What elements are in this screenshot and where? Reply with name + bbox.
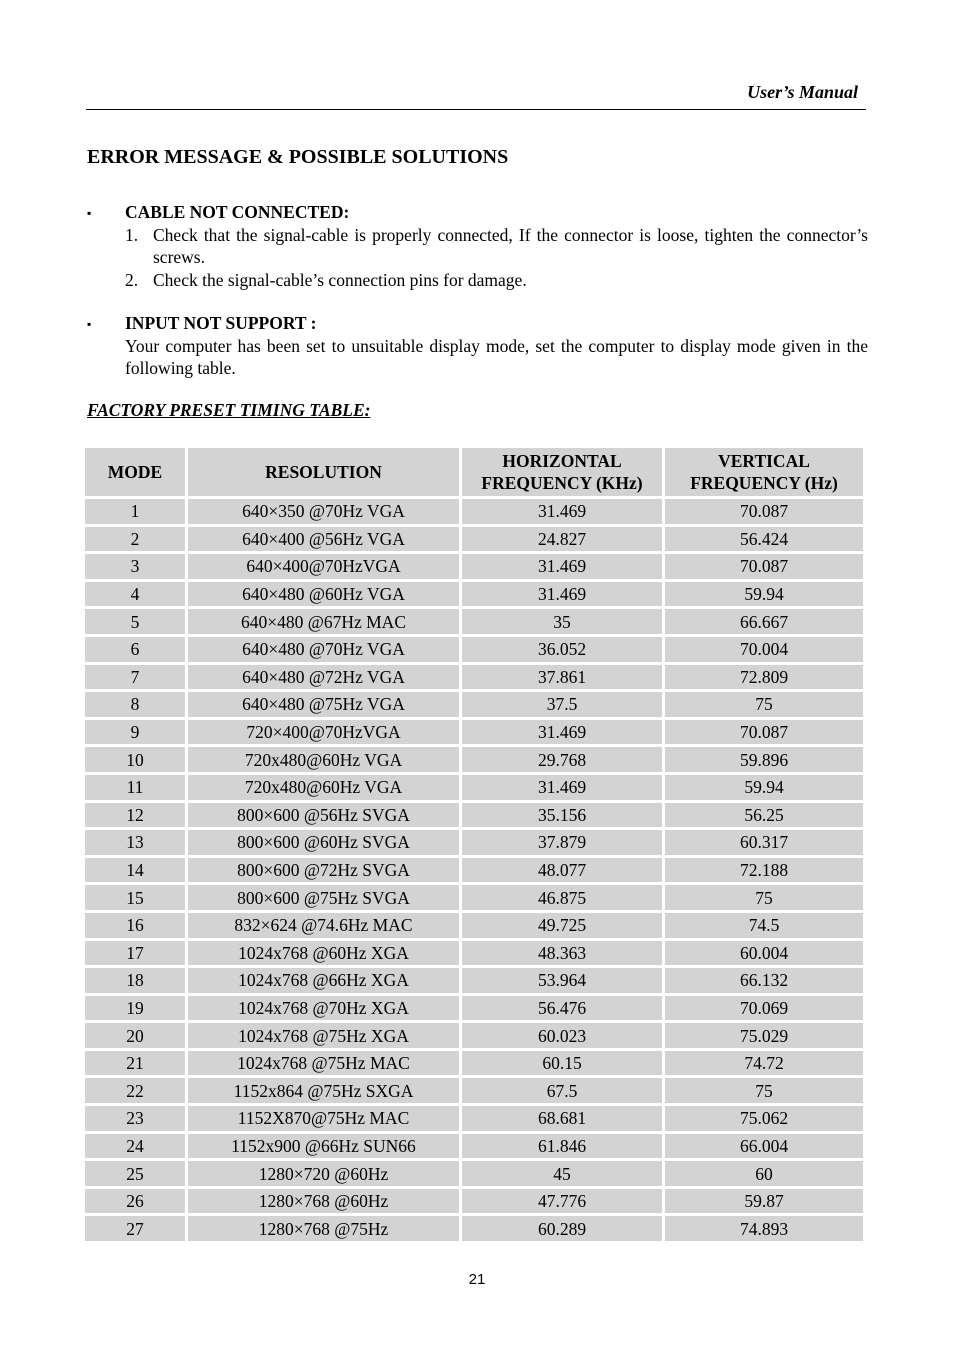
- resolution-cell: 640×480 @60Hz VGA: [188, 582, 459, 607]
- table-row: [85, 527, 863, 552]
- table-row: [85, 609, 863, 634]
- table-row: [85, 1134, 863, 1159]
- vertical-frequency-cell: 66.132: [665, 968, 863, 993]
- mode-cell: 25: [85, 1161, 185, 1186]
- table-row: [85, 1216, 863, 1241]
- resolution-cell: 1280×768 @60Hz: [188, 1189, 459, 1214]
- resolution-cell: 1024x768 @60Hz XGA: [188, 941, 459, 966]
- horizontal-frequency-cell: 35.156: [462, 803, 662, 828]
- resolution-cell: 832×624 @74.6Hz MAC: [188, 913, 459, 938]
- bullet-icon: ▪: [87, 206, 92, 220]
- resolution-cell: 1152x864 @75Hz SXGA: [188, 1078, 459, 1103]
- horizontal-frequency-cell: 68.681: [462, 1106, 662, 1131]
- horizontal-frequency-cell: 31.469: [462, 720, 662, 745]
- page-number: 21: [468, 1271, 486, 1288]
- table-row: [85, 1051, 863, 1076]
- manual-label: User’s Manual: [747, 82, 858, 102]
- bullet-icon: ▪: [87, 317, 92, 331]
- resolution-cell: 720×400@70HzVGA: [188, 720, 459, 745]
- vertical-frequency-cell: 74.893: [665, 1216, 863, 1241]
- mode-cell: 13: [85, 830, 185, 855]
- table-row: [85, 775, 863, 800]
- input-description: Your computer has been set to unsuitable display mode, set the computer to display mode given in the following table.: [125, 336, 868, 378]
- table-row: [85, 499, 863, 524]
- page-title: ERROR MESSAGE & POSSIBLE SOLUTIONS: [87, 146, 509, 168]
- resolution-cell: 800×600 @60Hz SVGA: [188, 830, 459, 855]
- cable-step-2: [125, 269, 868, 291]
- resolution-cell: 1024x768 @70Hz XGA: [188, 996, 459, 1021]
- vertical-frequency-cell: 60: [665, 1161, 863, 1186]
- horizontal-frequency-cell: 31.469: [462, 582, 662, 607]
- vertical-frequency-cell: 60.317: [665, 830, 863, 855]
- vertical-frequency-cell: 60.004: [665, 941, 863, 966]
- horizontal-frequency-cell: 47.776: [462, 1189, 662, 1214]
- resolution-cell: 640×480 @70Hz VGA: [188, 637, 459, 662]
- mode-cell: 3: [85, 554, 185, 579]
- table-header-row: [85, 448, 863, 496]
- horizontal-frequency-cell: 31.469: [462, 554, 662, 579]
- vertical-frequency-cell: 56.25: [665, 803, 863, 828]
- table-row: [85, 637, 863, 662]
- vertical-frequency-cell: 72.809: [665, 665, 863, 690]
- mode-cell: 1: [85, 499, 185, 524]
- horizontal-frequency-cell: 61.846: [462, 1134, 662, 1159]
- mode-cell: 8: [85, 692, 185, 717]
- horizontal-frequency-cell: 56.476: [462, 996, 662, 1021]
- mode-cell: 21: [85, 1051, 185, 1076]
- horizontal-frequency-cell: 37.879: [462, 830, 662, 855]
- table-row: [85, 1161, 863, 1186]
- mode-cell: 7: [85, 665, 185, 690]
- horizontal-frequency-cell: 37.5: [462, 692, 662, 717]
- header-mode: MODE: [85, 448, 185, 496]
- vertical-frequency-cell: 70.087: [665, 499, 863, 524]
- header-horizontal-frequency: HORIZONTAL FREQUENCY (KHz): [462, 448, 662, 496]
- mode-cell: 10: [85, 747, 185, 772]
- horizontal-frequency-cell: 37.861: [462, 665, 662, 690]
- mode-cell: 12: [85, 803, 185, 828]
- mode-cell: 18: [85, 968, 185, 993]
- table-row: [85, 692, 863, 717]
- mode-cell: 2: [85, 527, 185, 552]
- resolution-cell: 1280×768 @75Hz: [188, 1216, 459, 1241]
- table-row: [85, 941, 863, 966]
- horizontal-frequency-cell: 46.875: [462, 885, 662, 910]
- mode-cell: 20: [85, 1023, 185, 1048]
- mode-cell: 19: [85, 996, 185, 1021]
- mode-cell: 26: [85, 1189, 185, 1214]
- horizontal-frequency-cell: 60.15: [462, 1051, 662, 1076]
- vertical-frequency-cell: 70.087: [665, 720, 863, 745]
- vertical-frequency-cell: 74.72: [665, 1051, 863, 1076]
- table-row: [85, 1078, 863, 1103]
- resolution-cell: 720x480@60Hz VGA: [188, 747, 459, 772]
- vertical-frequency-cell: 59.94: [665, 775, 863, 800]
- vertical-frequency-cell: 75: [665, 885, 863, 910]
- mode-cell: 24: [85, 1134, 185, 1159]
- mode-cell: 23: [85, 1106, 185, 1131]
- horizontal-frequency-cell: 60.289: [462, 1216, 662, 1241]
- resolution-cell: 1152X870@75Hz MAC: [188, 1106, 459, 1131]
- resolution-cell: 1280×720 @60Hz: [188, 1161, 459, 1186]
- horizontal-frequency-cell: 31.469: [462, 775, 662, 800]
- horizontal-frequency-cell: 36.052: [462, 637, 662, 662]
- horizontal-frequency-cell: 24.827: [462, 527, 662, 552]
- horizontal-frequency-cell: 45: [462, 1161, 662, 1186]
- table-row: [85, 554, 863, 579]
- vertical-frequency-cell: 59.94: [665, 582, 863, 607]
- table-row: [85, 913, 863, 938]
- mode-cell: 9: [85, 720, 185, 745]
- table-row: [85, 996, 863, 1021]
- vertical-frequency-cell: 59.87: [665, 1189, 863, 1214]
- input-heading: INPUT NOT SUPPORT :: [125, 313, 317, 333]
- resolution-cell: 640×350 @70Hz VGA: [188, 499, 459, 524]
- horizontal-frequency-cell: 49.725: [462, 913, 662, 938]
- resolution-cell: 720x480@60Hz VGA: [188, 775, 459, 800]
- vertical-frequency-cell: 75: [665, 1078, 863, 1103]
- resolution-cell: 1024x768 @75Hz XGA: [188, 1023, 459, 1048]
- resolution-cell: 640×480 @75Hz VGA: [188, 692, 459, 717]
- header-vertical-frequency: VERTICAL FREQUENCY (Hz): [665, 448, 863, 496]
- vertical-frequency-cell: 70.004: [665, 637, 863, 662]
- table-row: [85, 1023, 863, 1048]
- vertical-frequency-cell: 66.667: [665, 609, 863, 634]
- step-number: 2.: [125, 270, 139, 290]
- table-row: [85, 747, 863, 772]
- resolution-cell: 800×600 @56Hz SVGA: [188, 803, 459, 828]
- mode-cell: 16: [85, 913, 185, 938]
- table-row: [85, 1106, 863, 1131]
- mode-cell: 15: [85, 885, 185, 910]
- resolution-cell: 640×400@70HzVGA: [188, 554, 459, 579]
- resolution-cell: 640×480 @67Hz MAC: [188, 609, 459, 634]
- mode-cell: 4: [85, 582, 185, 607]
- horizontal-frequency-cell: 67.5: [462, 1078, 662, 1103]
- table-title: FACTORY PRESET TIMING TABLE:: [87, 400, 371, 420]
- cable-step-1: [125, 224, 868, 268]
- vertical-frequency-cell: 56.424: [665, 527, 863, 552]
- mode-cell: 14: [85, 858, 185, 883]
- resolution-cell: 1152x900 @66Hz SUN66: [188, 1134, 459, 1159]
- mode-cell: 17: [85, 941, 185, 966]
- resolution-cell: 800×600 @75Hz SVGA: [188, 885, 459, 910]
- table-row: [85, 858, 863, 883]
- header-resolution: RESOLUTION: [188, 448, 459, 496]
- horizontal-frequency-cell: 29.768: [462, 747, 662, 772]
- vertical-frequency-cell: 75: [665, 692, 863, 717]
- vertical-frequency-cell: 74.5: [665, 913, 863, 938]
- horizontal-frequency-cell: 53.964: [462, 968, 662, 993]
- table-row: [85, 968, 863, 993]
- horizontal-frequency-cell: 35: [462, 609, 662, 634]
- timing-table: [82, 445, 866, 1244]
- step-text: Check that the signal-cable is properly connected, If the connector is loose, tighten the connector’s screws.: [153, 225, 868, 267]
- resolution-cell: 800×600 @72Hz SVGA: [188, 858, 459, 883]
- resolution-cell: 640×480 @72Hz VGA: [188, 665, 459, 690]
- mode-cell: 6: [85, 637, 185, 662]
- vertical-frequency-cell: 70.087: [665, 554, 863, 579]
- table-row: [85, 830, 863, 855]
- table-row: [85, 803, 863, 828]
- horizontal-frequency-cell: 60.023: [462, 1023, 662, 1048]
- horizontal-frequency-cell: 48.363: [462, 941, 662, 966]
- mode-cell: 5: [85, 609, 185, 634]
- vertical-frequency-cell: 72.188: [665, 858, 863, 883]
- table-row: [85, 720, 863, 745]
- table-row: [85, 1189, 863, 1214]
- table-row: [85, 665, 863, 690]
- step-number: 1.: [125, 225, 139, 245]
- mode-cell: 27: [85, 1216, 185, 1241]
- resolution-cell: 640×400 @56Hz VGA: [188, 527, 459, 552]
- vertical-frequency-cell: 75.062: [665, 1106, 863, 1131]
- vertical-frequency-cell: 66.004: [665, 1134, 863, 1159]
- mode-cell: 11: [85, 775, 185, 800]
- table-row: [85, 885, 863, 910]
- cable-heading: CABLE NOT CONNECTED:: [125, 202, 350, 222]
- table-row: [85, 582, 863, 607]
- horizontal-frequency-cell: 48.077: [462, 858, 662, 883]
- horizontal-frequency-cell: 31.469: [462, 499, 662, 524]
- resolution-cell: 1024x768 @66Hz XGA: [188, 968, 459, 993]
- resolution-cell: 1024x768 @75Hz MAC: [188, 1051, 459, 1076]
- vertical-frequency-cell: 70.069: [665, 996, 863, 1021]
- vertical-frequency-cell: 75.029: [665, 1023, 863, 1048]
- page-header: [86, 82, 866, 110]
- vertical-frequency-cell: 59.896: [665, 747, 863, 772]
- mode-cell: 22: [85, 1078, 185, 1103]
- step-text: Check the signal-cable’s connection pins for damage.: [153, 270, 527, 290]
